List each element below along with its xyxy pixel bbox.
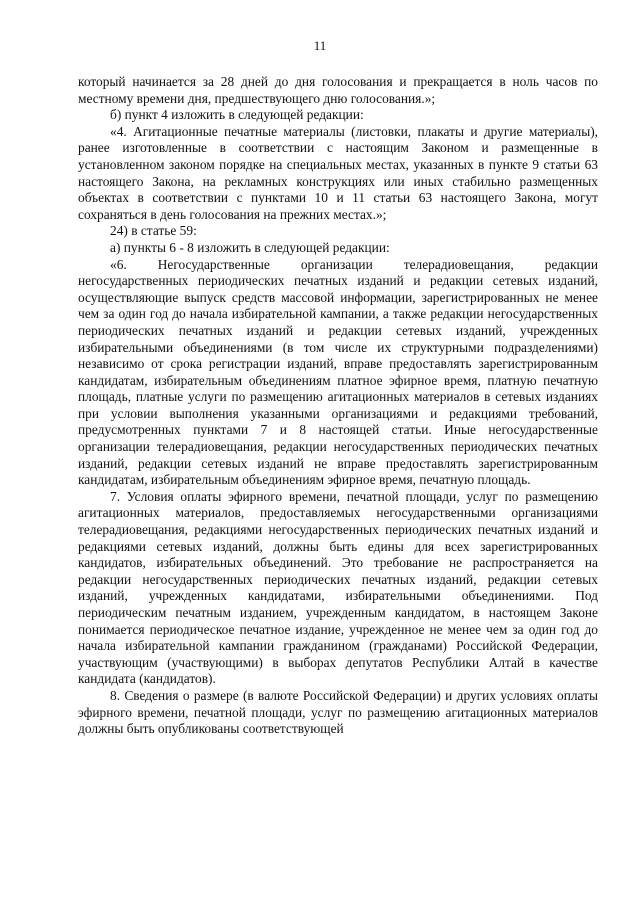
paragraph: «4. Агитационные печатные материалы (листовки, плакаты и другие материалы), ранее изготовленные в соответствии с настоящим Законом и размещенные в установленном законом порядке на специальных местах, указанных в пункте 9 статьи 63 настоящего Закона, на рекламных конструкциях или иных стабильно размещенных объектах в соответствии с пунктами 10 и 11 статьи 63 настоящего Закона, могут сохраняться в день голосования на прежних местах.»; bbox=[78, 123, 598, 222]
paragraph: 24) в статье 59: bbox=[110, 223, 197, 239]
document-body bbox=[78, 74, 598, 738]
paragraph: «6. Негосударственные организации телерадиовещания, редакции негосударственных периодических печатных изданий и редакции сетевых изданий, осуществляющие выпуск средств массовой информации, зарегистрированных не менее чем за один год до начала избирательной кампании, а также редакции негосударственных периодических печатных изданий и редакции сетевых изданий, учрежденных избирательными объединениями (в том числе их структурными подразделениями) независимо от срока регистрации изданий, вправе предоставлять зарегистрированным кандидатам, избирательным объединениям платное эфирное время, платную печатную площадь, платные услуги по размещению агитационных материалов в сетевых изданиях при условии выполнения указанными организациями и редакциями требований, предусмотренных пунктами 7 и 8 настоящей статьи. Иные негосударственные организации телерадиовещания, редакции негосударственных периодических печатных изданий, редакции сетевых изданий не вправе предоставлять зарегистрированным кандидатам, избирательным объединениям эфирное время, печатную площадь. bbox=[78, 256, 598, 488]
paragraph: 7. Условия оплаты эфирного времени, печатной площади, услуг по размещению агитационных материалов, предоставляемых негосударственными организациями телерадиовещания, редакциями негосударственных периодических печатных изданий и редакциями сетевых изданий, должны быть едины для всех зарегистрированных кандидатов, избирательных объединений. Это требование не распространяется на редакции негосударственных периодических печатных изданий, редакции сетевых изданий, учрежденных кандидатами, избирательными объединениями. Под периодическим печатным изданием, учрежденным кандидатом, в настоящем Законе понимается периодическое печатное издание, учрежденное не менее чем за один год до начала избирательной кампании гражданином (гражданами) Российской Федерации, участвующим (участвующими) в выборах депутатов Республики Алтай в качестве кандидата (кандидатов). bbox=[78, 488, 598, 687]
page-number: 11 bbox=[313, 38, 327, 53]
paragraph: б) пункт 4 изложить в следующей редакции: bbox=[110, 107, 364, 123]
paragraph: 8. Сведения о размере (в валюте Российской Федерации) и других условиях оплаты эфирного времени, печатной площади, услуг по размещению агитационных материалов должны быть опубликованы соответствующей bbox=[78, 687, 598, 737]
paragraph: а) пункты 6 - 8 изложить в следующей редакции: bbox=[110, 239, 390, 255]
paragraph: который начинается за 28 дней до дня голосования и прекращается в ноль часов по местному времени дня, предшествующего дню голосования.»; bbox=[78, 74, 598, 106]
